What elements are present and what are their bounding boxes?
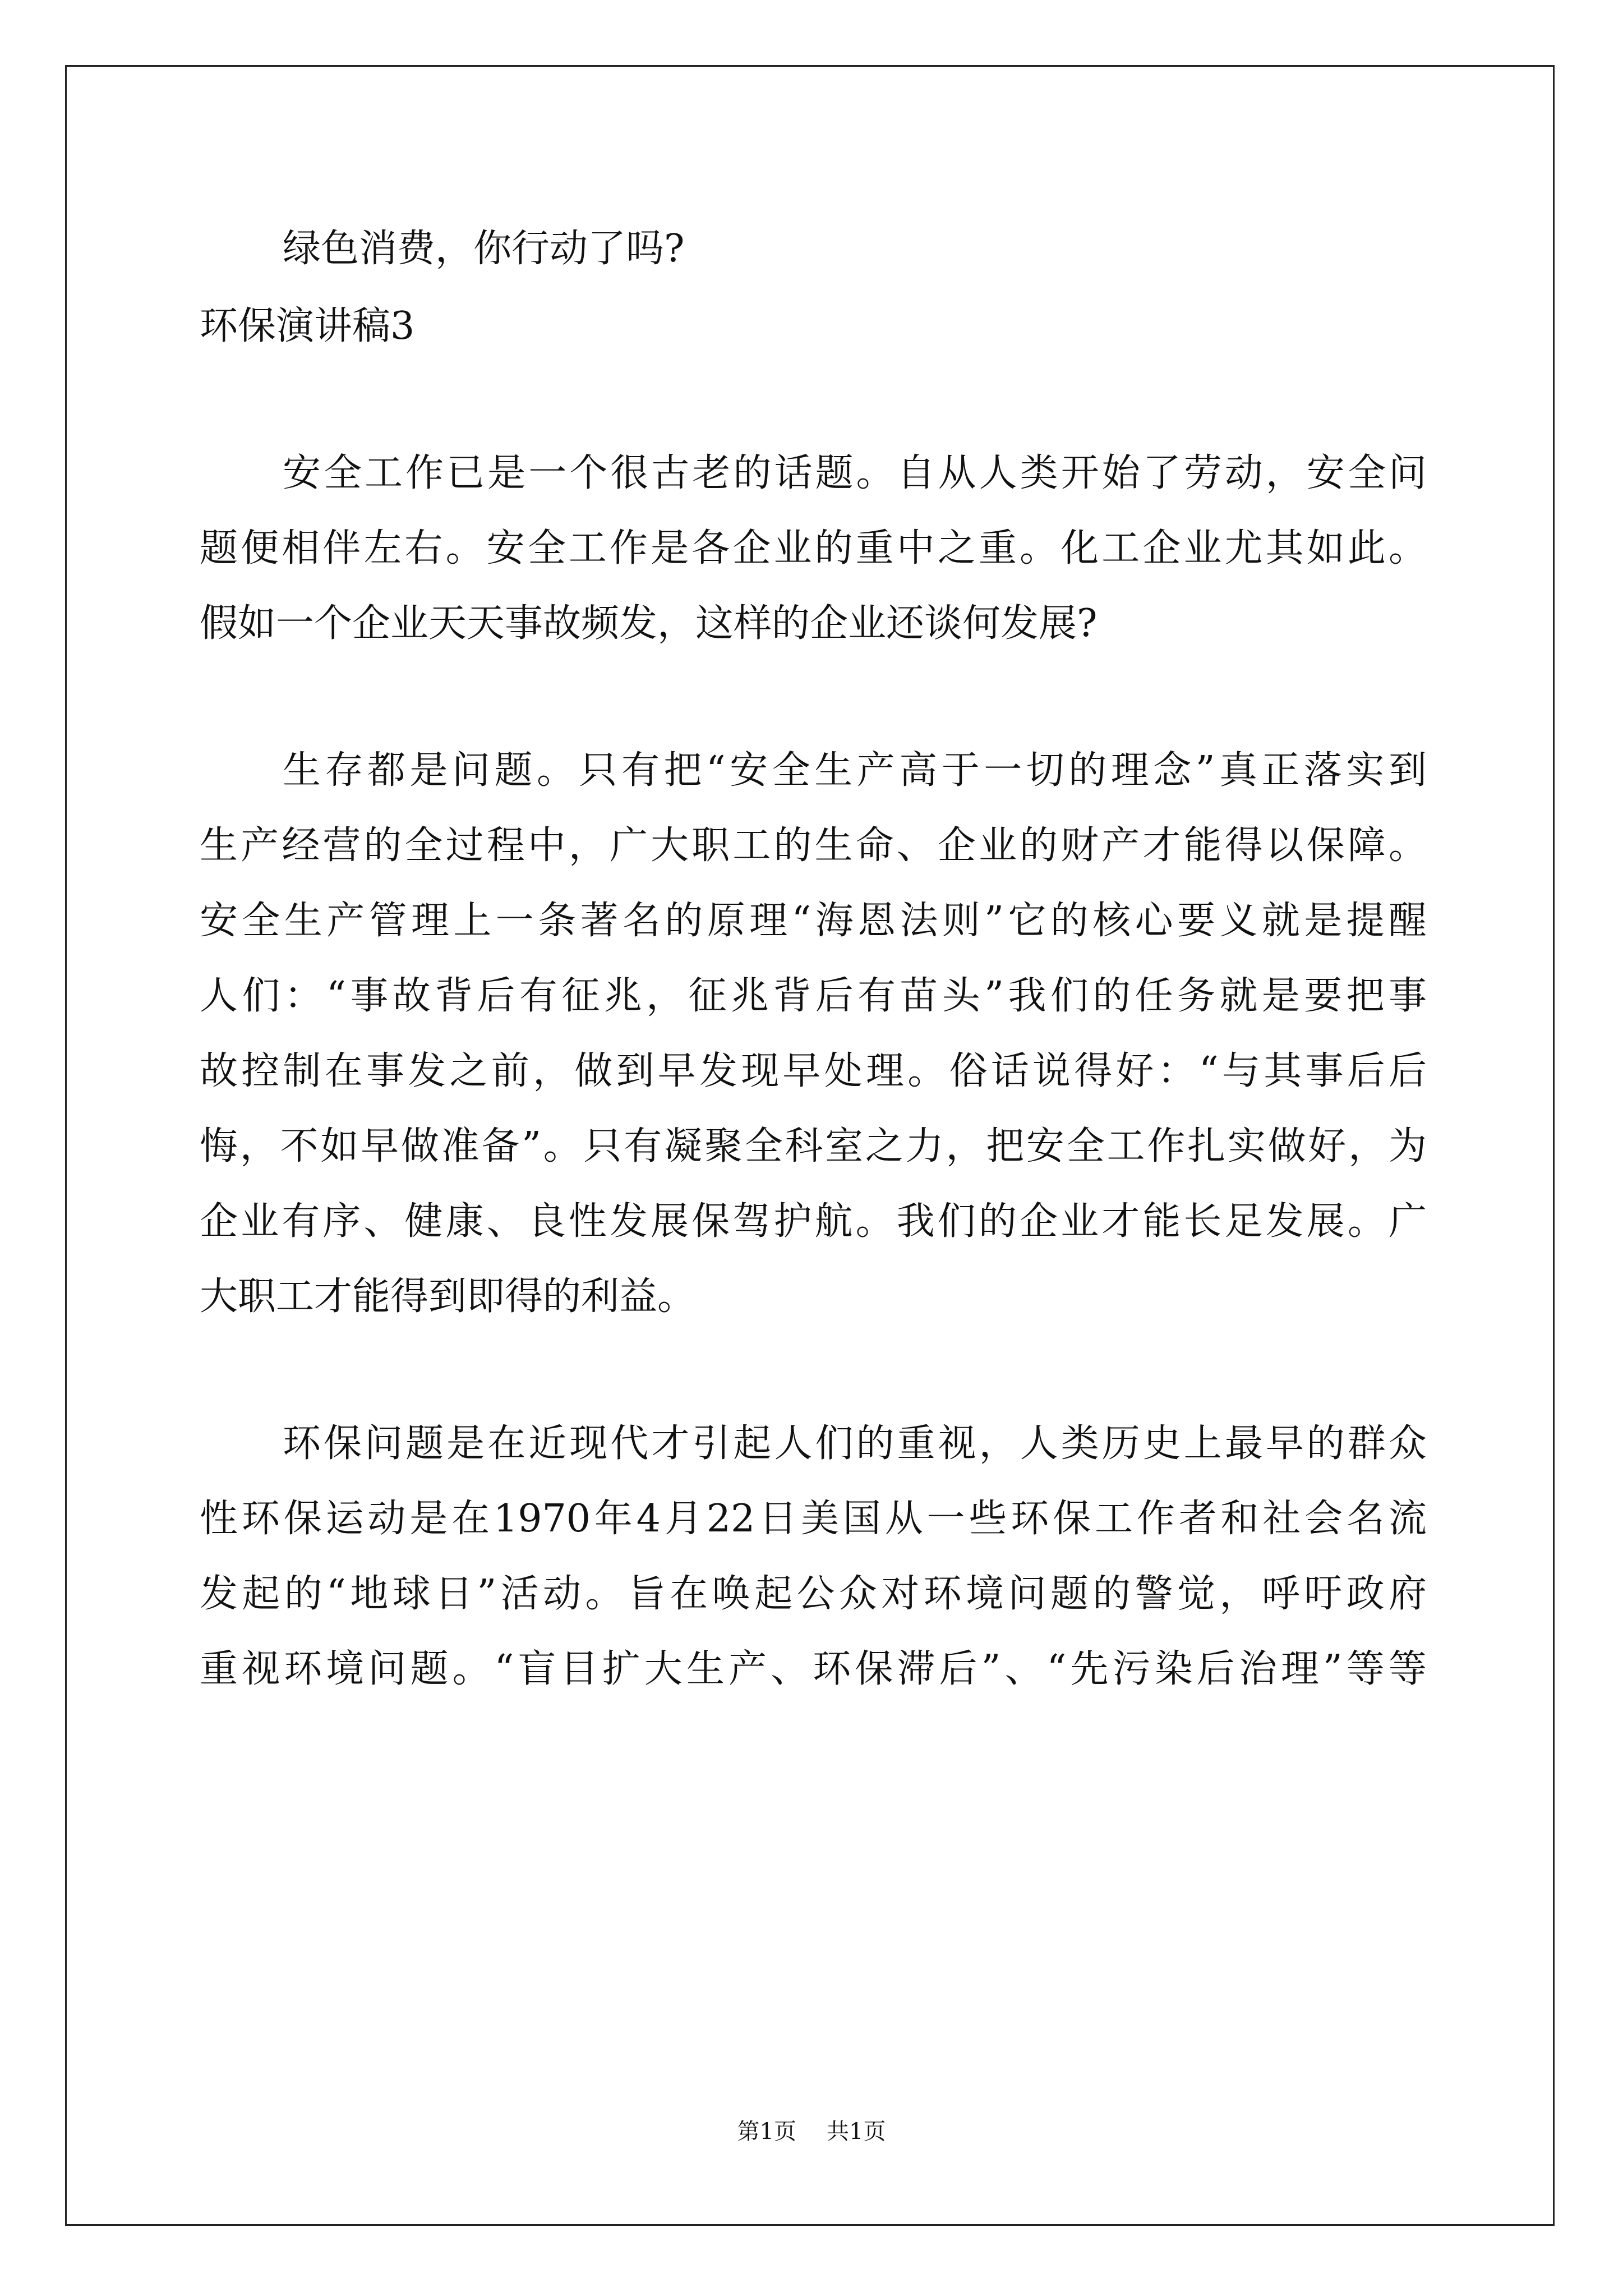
paragraph-line: 发起的“地球日”活动。旨在唤起公众对环境问题的警觉，呼吁政府 (200, 1572, 1427, 1616)
paragraph-line: 故控制在事发之前，做到早发现早处理。俗话说得好：“与其事后后 (200, 1049, 1427, 1093)
paragraph-line: 假如一个企业天天事故频发，这样的企业还谈何发展? (200, 601, 1098, 646)
paragraph-line: 绿色消费，你行动了吗? (283, 227, 685, 271)
page-total: 共1页 (827, 2119, 886, 2145)
paragraph-line: 安全工作已是一个很古老的话题。自从人类开始了劳动，安全问 (283, 451, 1427, 495)
paragraph-line: 大职工才能得到即得的利益。 (200, 1274, 696, 1319)
paragraph-line: 重视环境问题。“盲目扩大生产、环保滞后”、“先污染后治理”等等 (200, 1647, 1427, 1691)
paragraph-line: 企业有序、健康、良性发展保驾护航。我们的企业才能长足发展。广 (200, 1199, 1427, 1244)
paragraph-line: 性环保运动是在1970年4月22日美国从一些环保工作者和社会名流 (200, 1497, 1427, 1541)
paragraph-line: 悔，不如早做准备”。只有凝聚全科室之力，把安全工作扎实做好，为 (200, 1124, 1427, 1168)
paragraph-line: 生产经营的全过程中，广大职工的生命、企业的财产才能得以保障。 (200, 823, 1427, 868)
paragraph-line: 安全生产管理上一条著名的原理“海恩法则”它的核心要义就是提醒 (200, 899, 1427, 943)
page-number: 第1页 (737, 2119, 796, 2145)
paragraph-line: 环保问题是在近现代才引起人们的重视，人类历史上最早的群众 (283, 1421, 1427, 1466)
section-heading: 环保演讲稿3 (200, 304, 415, 348)
page-footer (0, 2120, 1623, 2143)
paragraph-line: 题便相伴左右。安全工作是各企业的重中之重。化工企业尤其如此。 (200, 526, 1427, 570)
paragraph-line: 生存都是问题。只有把“安全生产高于一切的理念”真正落实到 (283, 748, 1427, 793)
paragraph-line: 人们：“事故背后有征兆，征兆背后有苗头”我们的任务就是要把事 (200, 974, 1427, 1018)
